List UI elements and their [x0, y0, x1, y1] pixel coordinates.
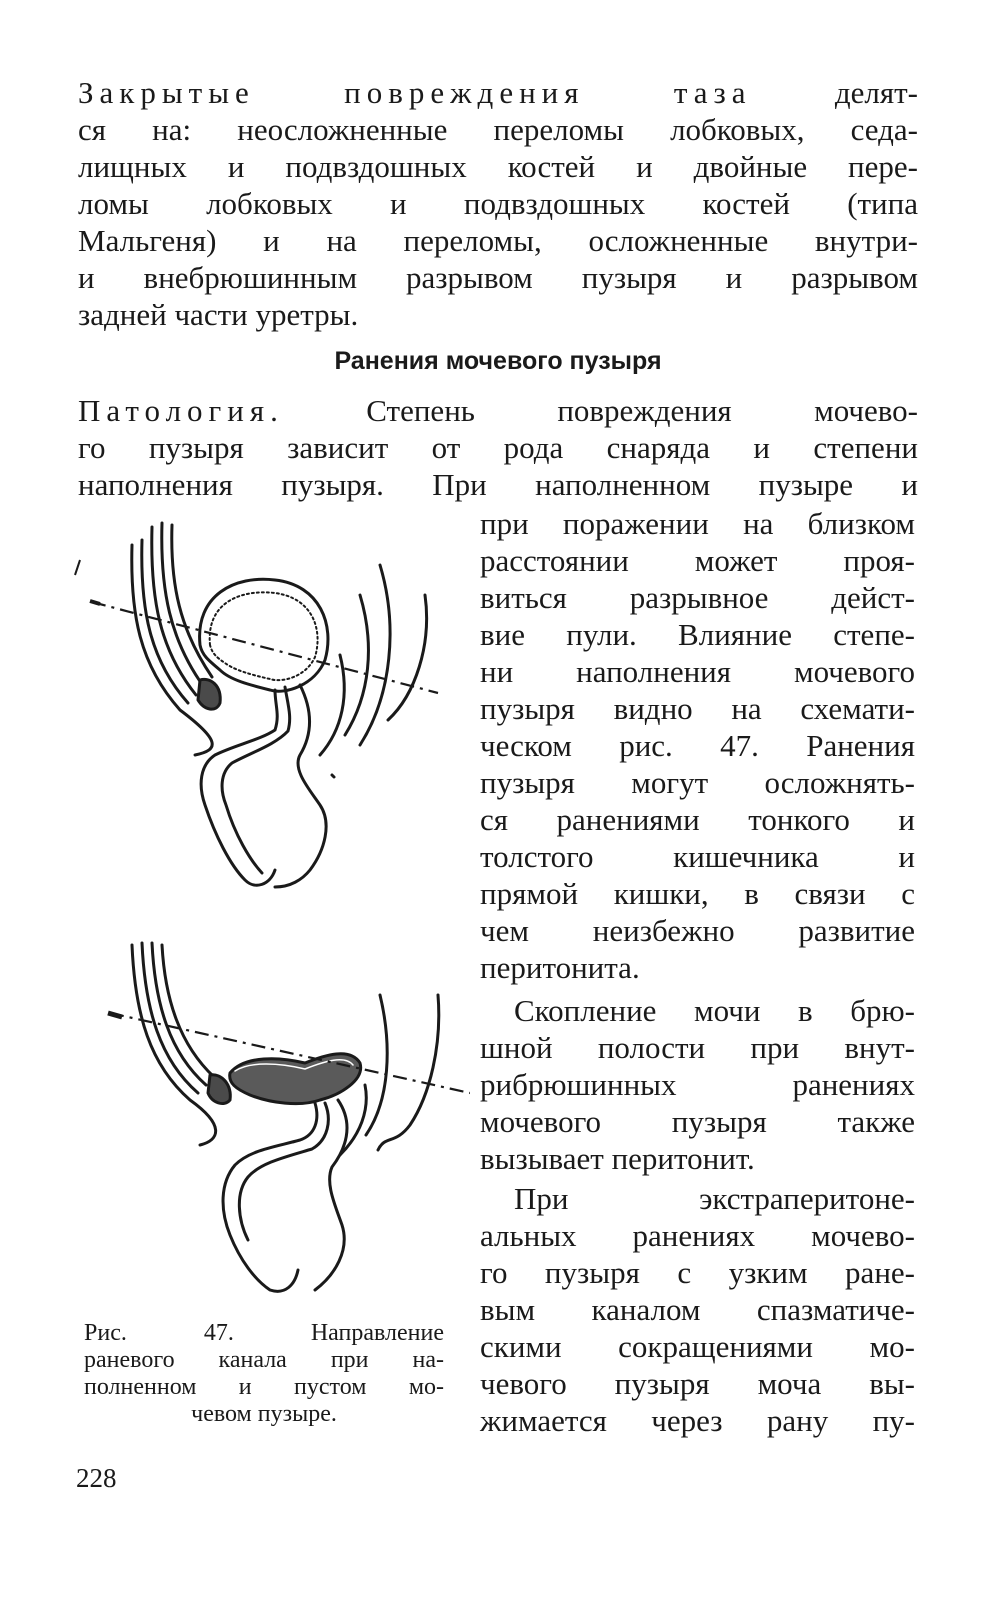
col-line-9: ся ранениями тонкого и — [480, 802, 915, 837]
col-line-15: шной полости при внут- — [480, 1030, 915, 1065]
figure-caption-line-1: Рис. 47. Направление — [84, 1320, 444, 1346]
para1-line-4: ломы лобковых и подвздошных костей (типа — [78, 186, 918, 221]
para2-line-2: го пузыря зависит от рода снаряда и степени — [78, 430, 918, 465]
col-line-17: мочевого пузыря также — [480, 1104, 915, 1139]
col-line-8: пузыря могут осложнять- — [480, 765, 915, 800]
para1-line-5: Мальгеня) и на переломы, осложненные внутри- — [78, 223, 918, 258]
col-line-10: толстого кишечника и — [480, 839, 915, 874]
col-line-22: вым каналом спазматиче- — [480, 1292, 915, 1327]
col-line-4: вие пули. Влияние степе- — [480, 617, 915, 652]
col-line-19: При экстраперитоне- — [514, 1181, 915, 1216]
col-line-25: жимается через рану пу- — [480, 1403, 915, 1438]
para2-line-1-rest: Степень повреждения мочево- — [366, 393, 918, 428]
figure-caption-line-4: чевом пузыре. — [191, 1401, 337, 1427]
page-number: 228 — [76, 1463, 117, 1493]
col-line-3: виться разрывное дейст- — [480, 580, 915, 615]
para1-line-7: задней части уретры. — [78, 297, 359, 332]
figure-caption-line-3: полненном и пустом мо- — [84, 1374, 444, 1400]
col-line-20: альных ранениях мочево- — [480, 1218, 915, 1253]
para2-lead: Патология. — [78, 393, 284, 428]
col-line-16: рибрюшинных ранениях — [480, 1067, 915, 1102]
section-heading: Ранения мочевого пузыря — [334, 347, 662, 375]
para1-line-1 — [78, 74, 918, 111]
col-line-11: прямой кишки, в связи с — [480, 876, 915, 911]
col-line-18: вызывает перитонит. — [480, 1141, 755, 1176]
col-line-24: чевого пузыря моча вы- — [480, 1366, 915, 1401]
col-line-13: перитонита. — [480, 950, 640, 985]
col-line-1: при поражении на близком — [480, 506, 915, 541]
full-bladder-diagram-icon — [70, 505, 470, 900]
col-line-7: ческом рис. 47. Ранения — [480, 728, 915, 763]
para2-line-1 — [78, 392, 918, 429]
para2-line-3: наполнения пузыря. При наполненном пузыре и — [78, 467, 918, 502]
para1-line-3: лищных и подвздошных костей и двойные пере- — [78, 149, 918, 184]
col-line-5: ни наполнения мочевого — [480, 654, 915, 689]
para1-line-2: ся на: неосложненные переломы лобковых, седа- — [78, 112, 918, 147]
para1-line-6: и внебрюшинным разрывом пузыря и разрывом — [78, 260, 918, 295]
figure-caption-line-2: раневого канала при на- — [84, 1347, 444, 1373]
para1-line-1-rest: делят- — [834, 75, 918, 110]
col-line-2: расстоянии может проя- — [480, 543, 915, 578]
col-line-21: го пузыря с узким ране- — [480, 1255, 915, 1290]
para1-lead: Закрытые повреждения таза — [78, 75, 752, 110]
col-line-12: чем неизбежно развитие — [480, 913, 915, 948]
col-line-14: Скопление мочи в брю- — [514, 993, 915, 1028]
empty-bladder-diagram-icon — [70, 935, 470, 1305]
col-line-6: пузыря видно на схемати- — [480, 691, 915, 726]
col-line-23: скими сокращениями мо- — [480, 1329, 915, 1364]
